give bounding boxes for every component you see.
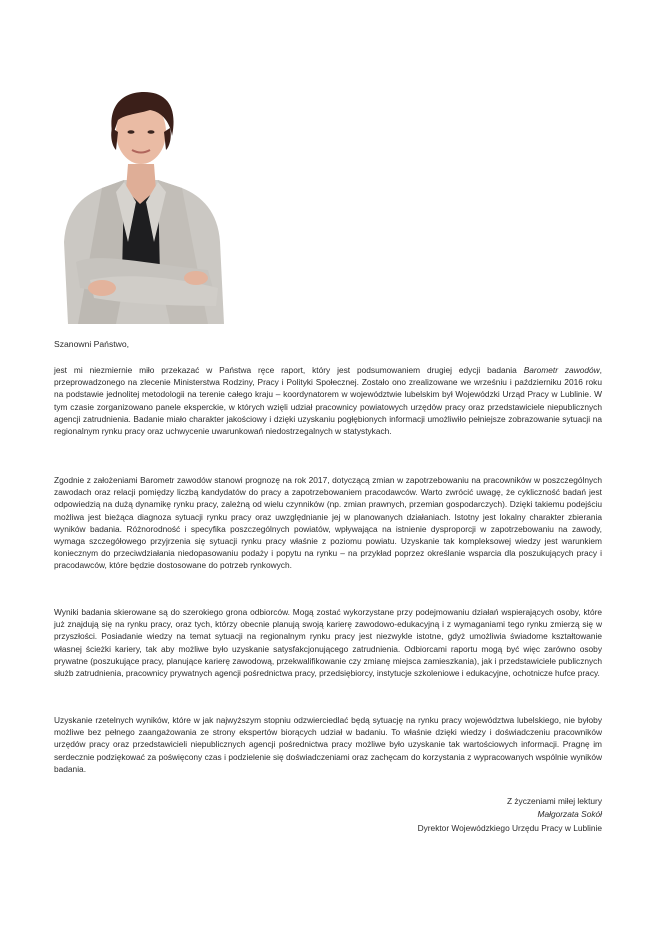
paragraph-1-text-rest: , przeprowadzonego na zlecenie Ministerstwa Rodziny, Pracy i Polityki Społecznej. Zostało ono zrealizowane we wrześniu i październiku 2016 roku na podstawie jednolitej metodologii na terenie całego kraju – koordynatorem w województwie lubelskim był Wojewódzki Urząd Pracy w Lublinie. W tym czasie zorganizowano panele eksperckie, w których wzięli udział pracownicy powiatowych urzędów pracy oraz przedstawiciele niepublicznych agencji zatrudnienia. Badanie miało charakter jakościowy i dzięki uzyskaniu pogłębionych informacji umożliwiło pełniejsze zobrazowanie sytuacji na regionalnym rynku pracy oraz uchwycenie uwarunkowań niedostrzegalnych w statystykach. xyxy=(54,365,602,437)
paragraph-1-text-start: jest mi niezmiernie miło przekazać w Państwa ręce raport, który jest podsumowaniem drugiej edycji badania xyxy=(54,365,524,375)
letter-paragraph-2: Zgodnie z założeniami Barometr zawodów stanowi prognozę na rok 2017, dotyczącą zmian w zapotrzebowaniu na pracowników w poszczególnych zawodach oraz relacji pomiędzy liczbą kandydatów do pracy a zapotrzebowaniem pracodawców. Warto zwrócić uwagę, że cykliczność badań jest odpowiedzią na dużą dynamikę rynku pracy, zależną od wielu czynników (np. zmian prawnych, przemian gospodarczych). Dzięki takiemu podejściu możliwa jest bieżąca diagnoza sytuacji rynku pracy oraz uwzględnianie jej w planowanych działaniach. Istotny jest lokalny charakter zbierania wyników badania. Różnorodność i specyfika poszczególnych powiatów, wpływająca na istnienie dysproporcji w zapotrzebowaniu na zawody, wymaga szczegółowego przyjrzenia się sytuacji rynku pracy właśnie z poziomu powiatu. Uzyskanie tak kompleksowej wiedzy jest warunkiem koniecznym do przeciwdziałania niedopasowaniu podaży i popytu na rynku – na przykład poprzez określanie wsparcia dla poszukujących pracy i pracodawców, które będzie dostosowane do potrzeb rynkowych. xyxy=(54,475,602,571)
letter-paragraph-3: Wyniki badania skierowane są do szerokiego grona odbiorców. Mogą zostać wykorzystane przy podejmowaniu działań wspierających osoby, które już znajdują się na rynku pracy, oraz tych, którzy obecnie planują swoją karierę zawodowo-edukacyjną i z wymaganiami tego rynku zmierzą się w przyszłości. Posiadanie wiedzy na temat sytuacji na regionalnym rynku pracy jest niezwykle istotne, gdyż umożliwia świadome kształtowanie własnej ścieżki kariery, tak aby możliwe było uzyskanie satysfakcjonującego zatrudnienia. Odbiorcami raportu mogą być więc zarówno osoby prywatne (poszukujące pracy, planujące karierę zawodową, przekwalifikowanie czy zmianę miejsca zamieszkania), jak i przedstawiciele publicznych służb zatrudnienia, pracownicy prywatnych agencji pośrednictwa pracy, przedsiębiorcy, instytucje szkoleniowe i edukacyjne, ochotnicze hufce pracy. xyxy=(54,607,602,679)
signature-name: Małgorzata Sokół xyxy=(537,809,602,820)
letter-paragraph-4: Uzyskanie rzetelnych wyników, które w jak najwyższym stopniu odzwierciedlać będą sytuację na rynku pracy województwa lubelskiego, nie byłoby możliwe bez pełnego zaangażowania ze strony ekspertów biorących udział w badaniu. To właśnie dzięki wiedzy i doświadczeniu pracowników urzędów pracy oraz przedstawicieli niepublicznych agencji pośrednictwa pracy możliwe było uzyskanie tak wartościowych informacji. Pragnę im serdecznie podziękować za poświęcony czas i podzielenie się doświadczeniami oraz zachęcam do korzystania z wypracowanych wspólnie wyników badania. xyxy=(54,715,602,774)
letter-salutation: Szanowni Państwo, xyxy=(54,339,129,349)
closing-phrase: Z życzeniami miłej lektury xyxy=(506,796,602,806)
report-title: Barometr zawodów xyxy=(523,365,600,375)
signature-title: Dyrektor Wojewódzkiego Urzędu Pracy w Lublinie xyxy=(417,822,602,833)
letter-paragraph-1 xyxy=(54,364,602,437)
letter-closing xyxy=(418,795,602,835)
portrait-photo xyxy=(58,92,224,324)
